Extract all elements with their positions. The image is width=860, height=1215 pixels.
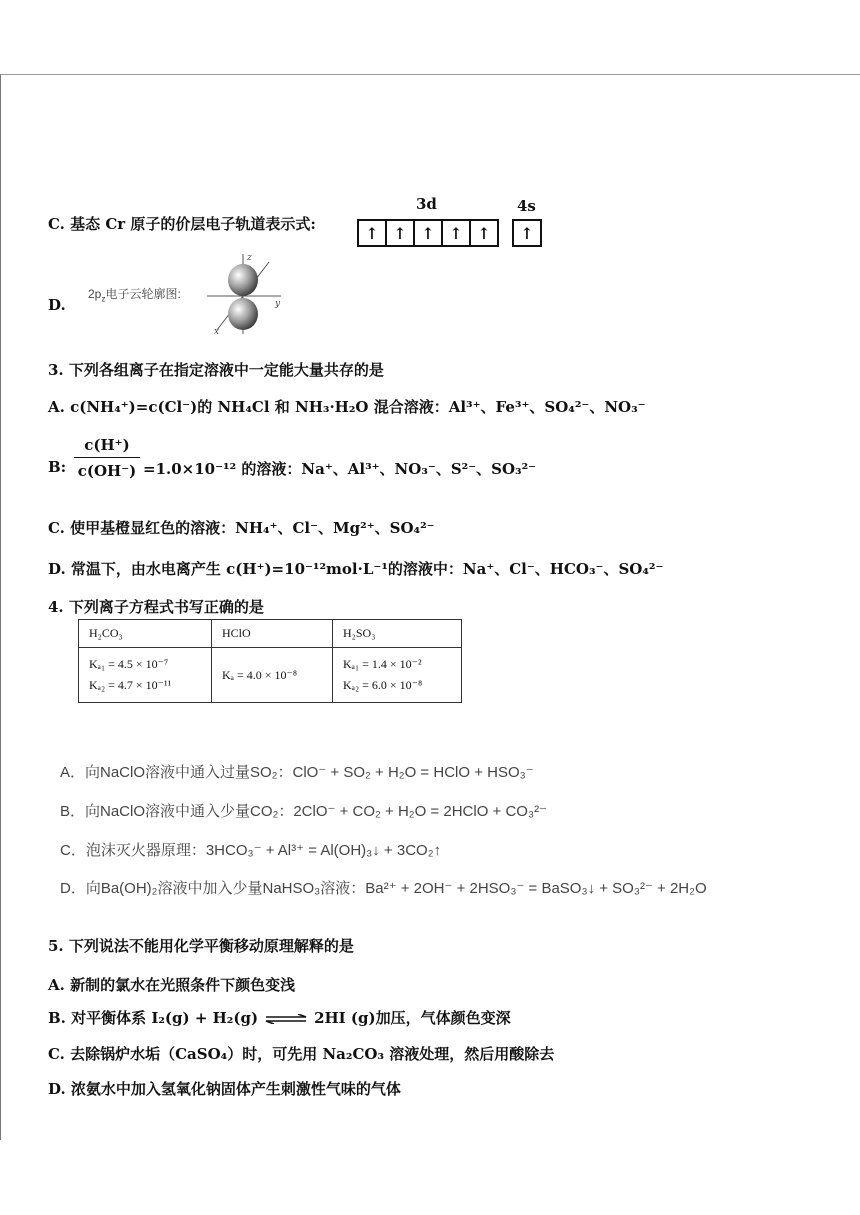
orbital-3d-cell: ↑ — [413, 219, 443, 247]
page-bottom-margin — [0, 1140, 860, 1215]
acid-constant-table — [78, 619, 462, 703]
table-cell — [79, 648, 212, 703]
axis-y-label: y — [275, 299, 281, 309]
table-cell: Kₐ = 4.0 × 10⁻⁸ — [212, 648, 333, 703]
q4-stem: 4. 下列离子方程式书写正确的是 — [48, 598, 264, 616]
q5-option-c: C. 去除锅炉水垢（CaSO₄）时，可先用 Na₂CO₃ 溶液处理，然后用酸除去 — [48, 1045, 555, 1063]
table-cell — [333, 648, 462, 703]
orbital-4s-box — [514, 219, 542, 245]
q2-option-d-letter: D. — [48, 296, 66, 314]
q5-option-a: A. 新制的氯水在光照条件下颜色变浅 — [48, 976, 296, 994]
table-header-cell: HClO — [212, 620, 333, 648]
q5-option-b-left: B. 对平衡体系 I₂(g) + H₂(g) — [48, 1009, 259, 1027]
q3-option-a: A. c(NH₄⁺)=c(Cl⁻)的 NH₄Cl 和 NH₃·H₂O 混合溶液：Al³⁺、Fe³⁺、SO₄²⁻、NO₃⁻ — [48, 398, 646, 416]
p-orbital-diagram — [205, 250, 295, 336]
q3-option-b-prefix: B: — [48, 458, 67, 476]
q3-option-b-rest: =1.0×10⁻¹² 的溶液：Na⁺、Al³⁺、NO₃⁻、S²⁻、SO₃²⁻ — [143, 460, 537, 478]
q5-option-b — [48, 1007, 511, 1028]
axis-x-label: x — [214, 327, 220, 336]
ka-value: Kₐ₂ = 4.7 × 10⁻¹¹ — [89, 678, 172, 692]
q3-option-d: D. 常温下，由水电离产生 c(H⁺)=10⁻¹²mol·L⁻¹的溶液中：Na⁺、Cl⁻、HCO₃⁻、SO₄²⁻ — [48, 560, 664, 578]
q2-option-c: C. 基态 Cr 原子的价层电子轨道表示式: — [48, 215, 316, 233]
q4-option-c: C．泡沫灭火器原理：3HCO₃⁻ + Al³⁺ = Al(OH)₃↓ + 3CO₂↑ — [60, 842, 442, 859]
fraction-denominator: c(OH⁻) — [77, 462, 137, 480]
axis-z-label: z — [247, 253, 252, 263]
fraction-numerator: c(H⁺) — [74, 436, 140, 458]
table-header-cell: H₂CO₃ — [79, 620, 212, 648]
equilibrium-arrow-icon — [264, 1014, 308, 1024]
table-row — [79, 648, 462, 703]
q5-option-d: D. 浓氨水中加入氢氧化钠固体产生刺激性气味的气体 — [48, 1080, 401, 1098]
ka-value: Kₐ₁ = 4.5 × 10⁻⁷ — [89, 657, 169, 671]
ka-value: Kₐ₁ = 1.4 × 10⁻² — [343, 657, 422, 671]
orbital-3d-cell: ↑ — [469, 219, 499, 247]
orbital-3d-cell: ↑ — [441, 219, 471, 247]
table-header-cell: H₂SO₃ — [333, 620, 462, 648]
table-row — [79, 620, 462, 648]
orbital-label-3d: 3d — [416, 195, 437, 213]
orbital-3d-box — [359, 219, 499, 245]
q5-stem: 5. 下列说法不能用化学平衡移动原理解释的是 — [48, 937, 354, 955]
q5-option-b-right: 2HI (g)加压，气体颜色变深 — [314, 1009, 511, 1027]
orbital-3d-cell: ↑ — [357, 219, 387, 247]
orbital-3d-cell: ↑ — [385, 219, 415, 247]
q3-stem: 3. 下列各组离子在指定溶液中一定能大量共存的是 — [48, 361, 384, 379]
q3-option-b-fraction — [74, 436, 140, 480]
q3-option-c: C. 使甲基橙显红色的溶液：NH₄⁺、Cl⁻、Mg²⁺、SO₄²⁻ — [48, 519, 435, 537]
q4-option-a: A．向NaClO溶液中通入过量SO₂：ClO⁻ + SO₂ + H₂O = HClO + HSO₃⁻ — [60, 764, 534, 781]
ka-value: Kₐ₂ = 6.0 × 10⁻⁸ — [343, 678, 423, 692]
q2-option-d-caption: $2p_z$电子云轮廓图: — [88, 287, 181, 304]
q4-option-b: B．向NaClO溶液中通入少量CO₂：2ClO⁻ + CO₂ + H₂O = 2HClO + CO₃²⁻ — [60, 803, 547, 820]
q4-option-d: D．向Ba(OH)₂溶液中加入少量NaHSO₃溶液：Ba²⁺ + 2OH⁻ + 2HSO₃⁻ = BaSO₃↓ + SO₃²⁻ + 2H₂O — [60, 880, 707, 897]
orbital-label-4s: 4s — [517, 197, 536, 215]
orbital-4s-cell: ↑ — [512, 219, 542, 247]
